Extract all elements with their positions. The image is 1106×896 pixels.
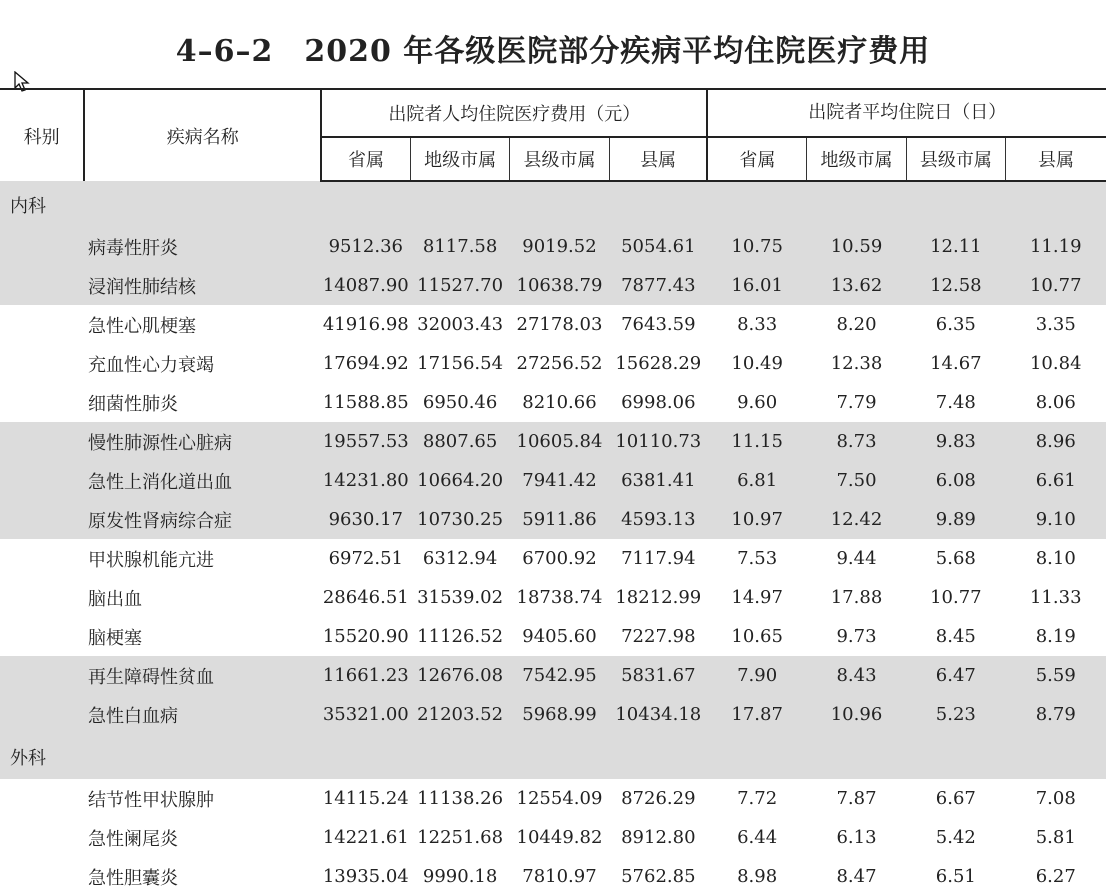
table-header	[0, 89, 1106, 181]
cost-cell: 17694.92	[322, 353, 409, 374]
days-cell: 6.67	[935, 788, 976, 809]
cost-cell: 18212.99	[615, 587, 702, 608]
header-days-county: 县属	[1006, 137, 1106, 181]
days-cell: 8.45	[935, 626, 976, 647]
disease-name: 急性心肌梗塞	[88, 315, 196, 337]
days-cell: 9.10	[1006, 500, 1106, 539]
cost-cell: 17156.54	[417, 353, 504, 374]
header-days-group: 出院者平均住院日（日）	[707, 89, 1106, 137]
days-cell: 17.88	[830, 587, 883, 608]
disease-name: 急性上消化道出血	[0, 461, 321, 500]
cost-cell: 7542.95	[510, 656, 609, 695]
days-cell: 5.42	[935, 827, 976, 848]
days-cell: 5.68	[935, 548, 976, 569]
days-cell: 10.59	[807, 227, 906, 266]
cost-cell: 9019.52	[510, 227, 609, 266]
cost-cell: 11527.70	[410, 266, 509, 305]
disease-name: 结节性甲状腺肿	[88, 789, 214, 811]
header-days-provincial: 省属	[707, 137, 806, 181]
days-cell: 5.81	[1035, 827, 1076, 848]
days-cell: 8.19	[1035, 626, 1076, 647]
category-label: 外科	[0, 734, 1106, 779]
cost-cell: 27178.03	[516, 314, 603, 335]
cost-cell: 10730.25	[410, 500, 509, 539]
header-cost-county-city: 县级市属	[510, 137, 609, 181]
days-cell: 7.79	[836, 392, 877, 413]
table-row	[0, 578, 1106, 617]
cost-cell: 12554.09	[516, 788, 603, 809]
disease-name: 细菌性肺炎	[88, 393, 178, 415]
disease-name: 急性阑尾炎	[88, 828, 178, 850]
days-cell: 7.53	[737, 548, 778, 569]
disease-name: 急性胆囊炎	[88, 867, 178, 889]
cost-cell: 6312.94	[422, 548, 498, 569]
days-cell: 8.06	[1035, 392, 1076, 413]
days-cell: 6.13	[836, 827, 877, 848]
disease-name: 脑梗塞	[88, 627, 142, 649]
cost-cell: 6700.92	[522, 548, 597, 569]
cost-cell: 5968.99	[510, 695, 609, 734]
disease-name: 原发性肾病综合症	[0, 500, 321, 539]
days-cell: 6.35	[935, 314, 976, 335]
days-cell: 10.49	[731, 353, 783, 374]
cost-cell: 35321.00	[321, 695, 410, 734]
cost-cell: 7117.94	[621, 548, 696, 569]
days-cell: 8.73	[807, 422, 906, 461]
days-cell: 8.96	[1006, 422, 1106, 461]
cost-cell: 5831.67	[609, 656, 707, 695]
days-cell: 6.27	[1035, 866, 1076, 887]
category-row	[0, 734, 1106, 779]
cost-cell: 7941.42	[510, 461, 609, 500]
cost-cell: 18738.74	[516, 587, 603, 608]
header-cost-prefecture: 地级市属	[410, 137, 509, 181]
days-cell: 9.44	[836, 548, 877, 569]
cost-cell: 28646.51	[322, 587, 409, 608]
cost-cell: 5054.61	[609, 227, 707, 266]
days-cell: 8.79	[1006, 695, 1106, 734]
table-row	[0, 617, 1106, 656]
table-row	[0, 227, 1106, 266]
days-cell: 6.61	[1006, 461, 1106, 500]
table-row	[0, 539, 1106, 578]
days-cell: 12.11	[906, 227, 1005, 266]
days-cell: 17.87	[707, 695, 806, 734]
cost-cell: 21203.52	[410, 695, 509, 734]
header-cost-provincial: 省属	[321, 137, 410, 181]
days-cell: 16.01	[707, 266, 806, 305]
cost-cell: 11661.23	[321, 656, 410, 695]
disease-name: 慢性肺源性心脏病	[0, 422, 321, 461]
cost-cell: 6972.51	[328, 548, 404, 569]
days-cell: 10.84	[1029, 353, 1082, 374]
cost-cell: 14087.90	[321, 266, 410, 305]
days-cell: 9.83	[906, 422, 1005, 461]
cost-cell: 14115.24	[322, 788, 409, 809]
cost-cell: 12676.08	[410, 656, 509, 695]
header-days-county-city: 县级市属	[906, 137, 1005, 181]
table-row	[0, 857, 1106, 896]
days-cell: 9.89	[906, 500, 1005, 539]
days-cell: 5.59	[1006, 656, 1106, 695]
cost-cell: 7643.59	[621, 314, 696, 335]
days-cell: 9.73	[836, 626, 877, 647]
days-cell: 10.77	[1006, 266, 1106, 305]
disease-name: 充血性心力衰竭	[88, 354, 214, 376]
cost-cell: 19557.53	[321, 422, 410, 461]
days-cell: 7.50	[807, 461, 906, 500]
table-row	[0, 461, 1106, 500]
days-cell: 12.58	[906, 266, 1005, 305]
cost-cell: 5762.85	[621, 866, 696, 887]
cost-cell: 9405.60	[522, 626, 597, 647]
header-dept: 科别	[0, 89, 84, 181]
days-cell: 8.43	[807, 656, 906, 695]
cost-cell: 9630.17	[321, 500, 410, 539]
cost-cell: 6998.06	[621, 392, 696, 413]
cost-cell: 8807.65	[410, 422, 509, 461]
cost-cell: 27256.52	[516, 353, 603, 374]
cost-cell: 10434.18	[609, 695, 707, 734]
cost-cell: 9512.36	[321, 227, 410, 266]
days-cell: 10.97	[707, 500, 806, 539]
page-title: 4–6–2 2020 年各级医院部分疾病平均住院医疗费用	[175, 34, 931, 69]
category-label: 内科	[0, 181, 1106, 227]
days-cell: 6.47	[906, 656, 1005, 695]
days-cell: 3.35	[1035, 314, 1076, 335]
days-cell: 5.23	[906, 695, 1005, 734]
cost-cell: 8210.66	[522, 392, 597, 413]
cost-cell: 14221.61	[322, 827, 409, 848]
cost-cell: 12251.68	[417, 827, 504, 848]
cost-cell: 6381.41	[609, 461, 707, 500]
days-cell: 8.10	[1035, 548, 1076, 569]
days-cell: 7.90	[707, 656, 806, 695]
table-row	[0, 383, 1106, 422]
cost-cell: 5911.86	[510, 500, 609, 539]
cost-cell: 31539.02	[417, 587, 504, 608]
cost-cell: 41916.98	[322, 314, 409, 335]
days-cell: 14.97	[731, 587, 783, 608]
days-cell: 12.42	[807, 500, 906, 539]
table-row	[0, 500, 1106, 539]
table-row	[0, 305, 1106, 344]
cost-cell: 32003.43	[417, 314, 504, 335]
days-cell: 11.33	[1029, 587, 1082, 608]
header-cost-group: 出院者人均住院医疗费用（元）	[321, 89, 707, 137]
days-cell: 7.48	[935, 392, 976, 413]
table-row	[0, 695, 1106, 734]
disease-name: 急性白血病	[0, 695, 321, 734]
table-row	[0, 779, 1106, 818]
cost-cell: 7877.43	[609, 266, 707, 305]
cost-cell: 13935.04	[322, 866, 409, 887]
cost-cell: 10664.20	[410, 461, 509, 500]
table-row	[0, 656, 1106, 695]
cost-cell: 6950.46	[422, 392, 498, 413]
days-cell: 10.96	[807, 695, 906, 734]
table-row	[0, 422, 1106, 461]
cost-cell: 8912.80	[621, 827, 696, 848]
cost-cell: 10605.84	[510, 422, 609, 461]
days-cell: 8.47	[836, 866, 877, 887]
cost-cell: 8726.29	[621, 788, 696, 809]
disease-name: 再生障碍性贫血	[0, 656, 321, 695]
days-cell: 10.75	[707, 227, 806, 266]
days-cell: 7.87	[836, 788, 877, 809]
table-row	[0, 266, 1106, 305]
cost-cell: 10638.79	[510, 266, 609, 305]
days-cell: 6.81	[707, 461, 806, 500]
cost-cell: 7227.98	[621, 626, 696, 647]
cost-table	[0, 88, 1106, 896]
days-cell: 6.51	[935, 866, 976, 887]
cost-cell: 15520.90	[322, 626, 409, 647]
cost-cell: 10110.73	[609, 422, 707, 461]
days-cell: 8.33	[737, 314, 778, 335]
days-cell: 7.08	[1035, 788, 1076, 809]
cost-cell: 11126.52	[417, 626, 504, 647]
disease-name: 病毒性肝炎	[0, 227, 321, 266]
cost-cell: 4593.13	[609, 500, 707, 539]
cost-cell: 14231.80	[321, 461, 410, 500]
days-cell: 8.20	[836, 314, 877, 335]
cost-cell: 11138.26	[417, 788, 504, 809]
cost-cell: 11588.85	[322, 392, 409, 413]
cost-cell: 7810.97	[522, 866, 597, 887]
days-cell: 6.44	[737, 827, 778, 848]
header-disease: 疾病名称	[84, 89, 321, 181]
days-cell: 13.62	[807, 266, 906, 305]
header-cost-county: 县属	[609, 137, 707, 181]
cost-cell: 8117.58	[410, 227, 509, 266]
days-cell: 10.77	[930, 587, 982, 608]
days-cell: 10.65	[731, 626, 783, 647]
days-cell: 12.38	[830, 353, 883, 374]
cost-cell: 10449.82	[516, 827, 603, 848]
category-row	[0, 181, 1106, 227]
days-cell: 11.19	[1006, 227, 1106, 266]
table-row	[0, 818, 1106, 857]
days-cell: 9.60	[737, 392, 778, 413]
days-cell: 6.08	[906, 461, 1005, 500]
days-cell: 14.67	[930, 353, 982, 374]
cost-cell: 9990.18	[422, 866, 498, 887]
table-body	[0, 181, 1106, 896]
disease-name: 甲状腺机能亢进	[88, 549, 214, 571]
header-days-prefecture: 地级市属	[807, 137, 906, 181]
days-cell: 7.72	[737, 788, 778, 809]
days-cell: 8.98	[737, 866, 778, 887]
disease-name: 浸润性肺结核	[0, 266, 321, 305]
cost-cell: 15628.29	[615, 353, 702, 374]
table-row	[0, 344, 1106, 383]
disease-name: 脑出血	[88, 588, 142, 610]
days-cell: 11.15	[707, 422, 806, 461]
